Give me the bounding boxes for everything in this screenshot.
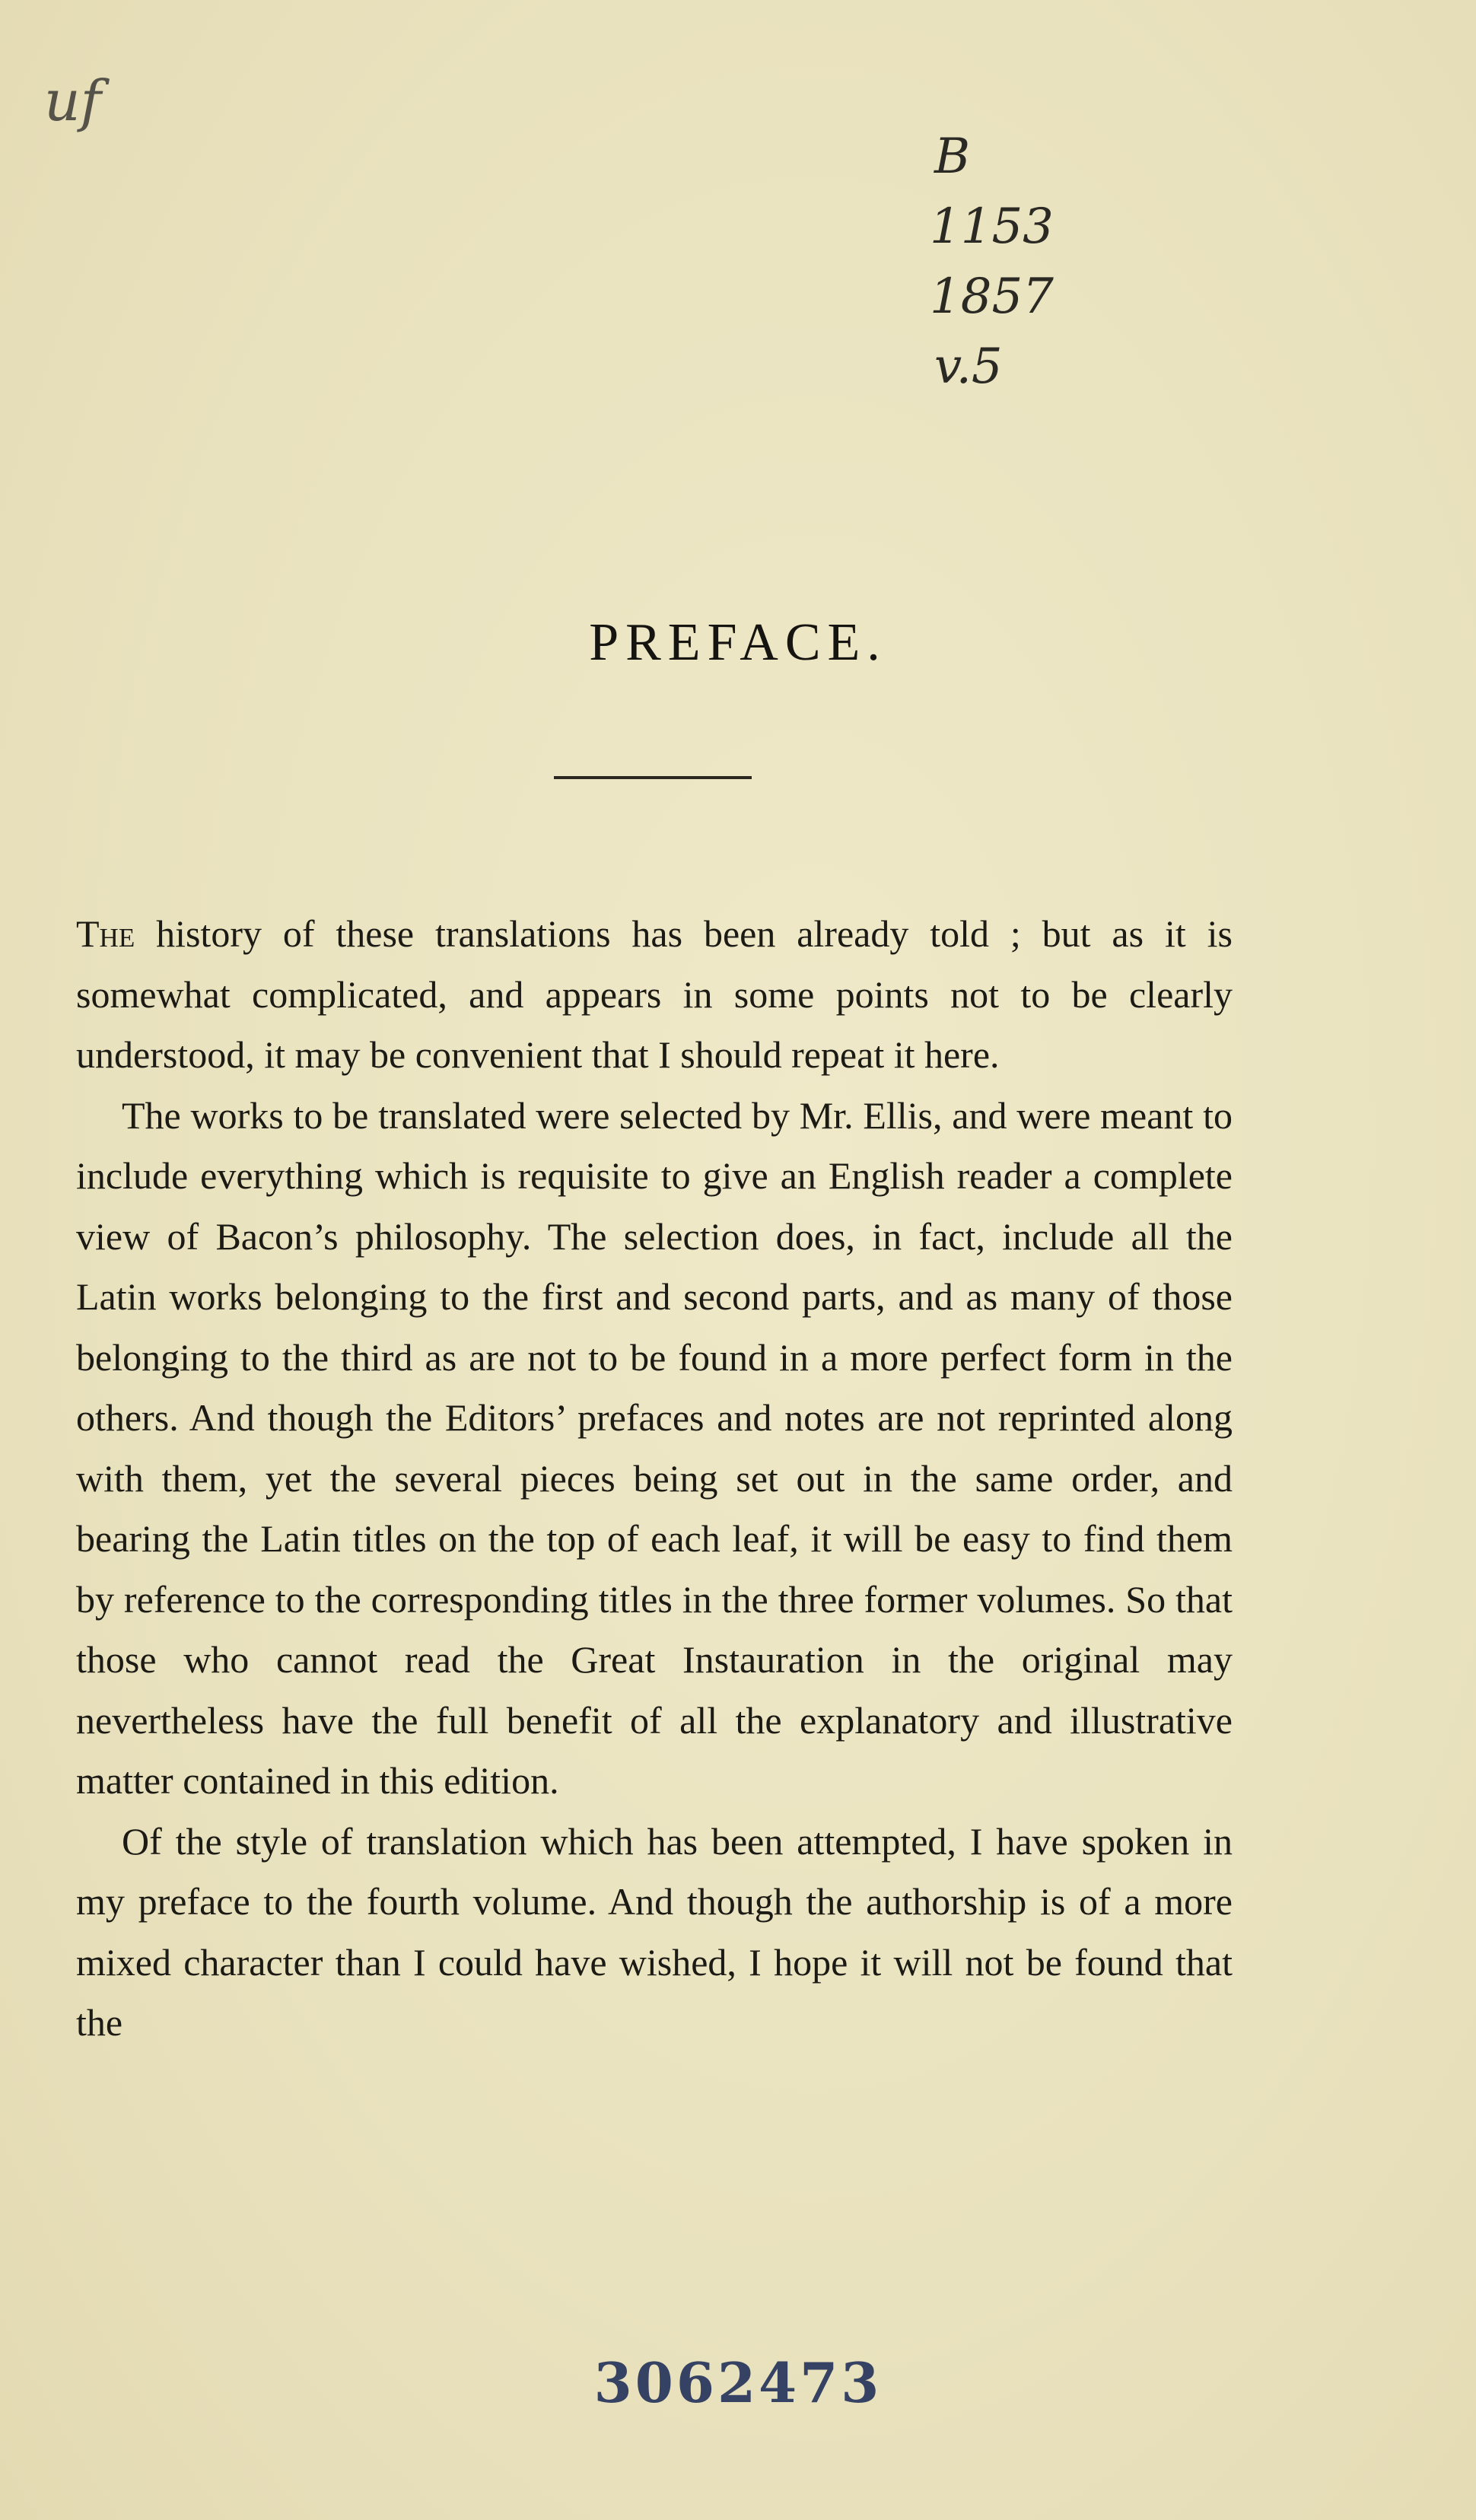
call-number [930,122,1097,402]
handwritten-mark: uf [44,68,102,134]
call-number-line: v.5 [934,339,1003,395]
page-title: PREFACE. [589,613,887,672]
title-rule [554,776,752,779]
call-number-line: 1857 [930,269,1054,325]
library-stamp: 3062473 [593,2350,883,2415]
paragraph: The works to be translated were selected by Mr. Ellis, and were meant to include everything which is requisite to give an English reader a complete view of Bacon’s philosophy. The selection does, in fact, include all the Latin works belonging to the first and second parts, and as many of those belonging to the third as are not to be found in a more perfect form in the others. And though the Editors’ prefaces and notes are not reprinted along with them, yet the several pieces being set out in the same order, and bearing the Latin titles on the top of each leaf, it will be easy to find them by reference to the corresponding titles in the three former volumes. So that those who cannot read the Great Instauration in the original may nevertheless have the full benefit of all the explanatory and illustrative matter contained in this edition. [76,1093,1233,1802]
paragraph-text: history of these translations has been already told ; but as it is somewhat complicated, and appears in some points not to be clearly understood, it may be convenient that I should repeat it here. [76,912,1233,1076]
preface-text [76,904,1233,2054]
paragraph [76,904,1233,1086]
drop-word: The [76,912,135,955]
call-number-line: B [934,129,971,185]
call-number-line: 1153 [930,199,1054,255]
paragraph: Of the style of translation which has been attempted, I have spoken in my preface to the fourth volume. And though the authorship is of a more mixed character than I could have wished, I hope it will not be found that the [76,1819,1233,2044]
